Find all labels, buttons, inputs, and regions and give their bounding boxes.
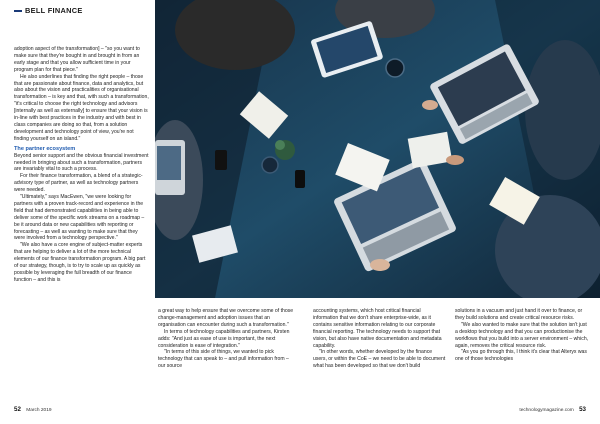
text-column-3	[313, 308, 447, 370]
laptop-left	[155, 140, 185, 195]
paragraph: In terms of technology capabilities and partners, Kirsten adds: "And just as ease of use is important, the next consideration is ease of integration."	[158, 328, 290, 349]
page-number-left: 52	[14, 406, 21, 413]
paragraph: "In other words, whether developed by the finance users, or within the CoE – we need to be able to document what has been developed so that we don't build	[313, 349, 446, 370]
paragraph: "We also wanted to make sure that the solution isn't just a desktop technology and that you can productionise the workflows that you build into a server environment – which, again, removes the critical resource risk.	[455, 321, 589, 349]
paragraph: "Ultimately," says MacEwen, "we were looking for partners with a proven track-record and experience in the field that had demonstrated capabilities in being able to deliver some of the specific work streams on a roadmap – be it around data or new capabilities with reporting or forecasting – as well as wanting to make sure that they were involved from a technology perspective."	[14, 194, 145, 242]
paragraph: Beyond senior support and the obvious financial investment needed in bringing about such a transformation, partners are invariably vital to such a process.	[14, 152, 149, 173]
paragraph: "As you go through this, I think it's clear that Alteryx was one of those technologies	[455, 349, 587, 363]
footer-right	[519, 406, 586, 413]
paragraph: "In terms of this side of things, we wanted to pick technology that can speak to – and pull information from – our source	[158, 349, 289, 370]
paragraph: solutions in a vacuum and just hand it over to finance, or they build solutions and create critical resource risks.	[455, 308, 583, 321]
hero-photo	[155, 0, 600, 298]
footer-left	[14, 406, 52, 413]
paragraph: "We also have a core engine of subject-matter experts that are helping to deliver a lot of the more technical elements of our finance transformation program. A big part of our strategy, though, is to try to scale up as quickly as possible by leveraging the full breadth of our finance function – and this is	[14, 242, 146, 283]
paragraph: He also underlines that finding the right people – those that are passionate about finance, data and analytics, but also about the vision and practicalities of organisational transformation – is key and that, with such a transformation, "it's critical to choose the right technology and advisors [internally as well as externally] to ensure that your vision is in-line with best practices in the industry and with best in class companies are doing so that, from a solution development and technology point of view, you're not finding yourself on an island."	[14, 73, 149, 142]
subheading: The partner ecosystem	[14, 145, 76, 152]
website-link[interactable]: technologymagazine.com	[519, 408, 574, 413]
section-label: BELL FINANCE	[14, 6, 83, 15]
text-column-2	[158, 308, 294, 370]
paragraph: accounting systems, which host critical financial information that we don't share enterprise-wide, as it contains sensitive information relating to our corporate financial reporting. The technology needs to support that vision, but also have native documentation and metadata capability.	[313, 308, 442, 349]
paragraph: a great way to help ensure that we overcome some of those change-management and adoption issues that an organisation can encounter during such a transformation."	[158, 308, 294, 328]
office-desk-illustration	[155, 0, 600, 298]
paragraph: adoption aspect of the transformation] – "so you want to make sure that they're bought in and brought in from an early stage and that you allow sufficient time in your program plan for that piece."	[14, 46, 140, 73]
issue-date: March 2019	[26, 408, 52, 413]
text-column-1	[14, 46, 150, 284]
paragraph: For their finance transformation, a blend of a strategic-advisory type of partner, as well as technology partners were needed.	[14, 173, 143, 194]
page-number-right: 53	[579, 406, 586, 413]
text-column-4	[455, 308, 589, 363]
